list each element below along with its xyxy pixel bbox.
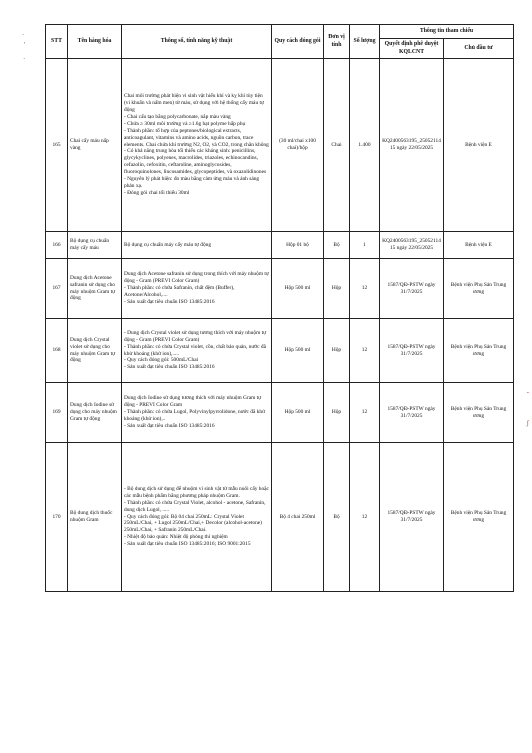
row-spec [122,319,272,383]
row-unit: Bộ [324,232,350,259]
spec-line: Bộ dụng cụ chuẩn máy cấy máu tự động [124,241,212,248]
spec-line: - Thành phần: có chứa Crystal violet, cồn, chất bảo quản, nước đã khử khoáng (khử ion),..... [124,343,266,357]
col-header-spec: Thông số, tính năng kỹ thuật [122,25,272,59]
row-item-name: Dung dịch Crystal violet sử dụng cho máy nhuộm Gram tự động [68,319,122,383]
spec-line: Chai môi trường phát hiện vi sinh vật hiếu khí và kỵ khí tùy tiện (vi khuẩn và nấm men) từ máu, sử dụng với hệ thống cấy máu tự động [124,93,264,114]
spec-line: - Quy cách đóng gói: Bộ 04 chai 250mL: Crystal Violet 250mL/Chai, + Lugol 250mL/Chai,+ Decolor (alcohol-acetone) 250mL/Chai, + Safranin 250mL/Chai. [124,513,262,534]
col-header-investor: Chủ đầu tư [444,39,514,59]
col-header-qty: Số lượng [350,25,380,59]
row-stt: 169 [46,383,68,443]
col-header-name: Tên hàng hóa [68,25,122,59]
row-item-name: Dung dịch Iodine sử dụng cho máy nhuộm Gram tự động [68,383,122,443]
spec-line: - Đóng gói chai tối thiểu 30ml [124,189,190,196]
row-decision: 1587/QĐ-PSTW ngày 31/7/2025 [380,319,444,383]
col-header-unit: Đơn vị tính [324,25,350,59]
spec-line: - Sản xuất đạt tiêu chuẩn ISO 13485:2016 [124,422,215,429]
row-investor: Bệnh viện Phụ Sản Trung ương [444,259,514,319]
row-pack: Hộp 500 ml [272,259,324,319]
spec-line: - Thành phần: có chứa Safranin, chất đệm (Buffer), Acetone/Alcohol,.... [124,285,235,298]
col-header-ref-group: Thông tin tham chiếu [380,25,514,39]
spec-line: - Chai cấu tạo bằng polycarbonate, nắp màu vàng [124,113,231,120]
row-stt: 166 [46,232,68,259]
table-row [46,443,514,592]
table-row [46,59,514,232]
col-header-stt: STT [46,25,68,59]
row-decision: 1587/QĐ-PSTW ngày 31/7/2025 [380,383,444,443]
row-spec [122,59,272,232]
row-spec [122,259,272,319]
row-pack: Hộp 500 ml [272,319,324,383]
margin-mark: · [23,55,26,63]
procurement-table [45,24,514,592]
margin-mark: ʃ [526,419,529,427]
row-qty: 1 [350,232,380,259]
row-item-name: Bộ dung dịch thuốc nhuộm Gram [68,443,122,592]
spec-line: - Sản xuất đạt tiêu chuẩn ISO 13485:2016 [124,298,215,305]
row-item-name: Bộ dụng cụ chuẩn máy cấy máu [68,232,122,259]
row-item-name: Dung dịch Acetone safranin sử dụng cho máy nhuộm Gram tự động [68,259,122,319]
row-decision: 1587/QĐ-PSTW ngày 31/7/2025 [380,259,444,319]
row-stt: 167 [46,259,68,319]
spec-line: - Chứa ≥ 30ml môi trường và ≥1.6g hạt polyme hấp phụ [124,120,246,127]
spec-line: - Thành phần: có chứa Crystal Violet, alcohol - acetone, Safranin, dung dịch Lugol, ..... [124,499,266,513]
row-pack: Hộp 500 ml [272,383,324,443]
spec-line: - Có khả năng trung hòa tối thiểu các kháng sinh: penicillins, glycykyclines, polyenes, macrolides, triazoles, echinocandins, cefazolin, cefoxitin, ceftaroline, aminoglycosides, fluoroquinolones, lincosamides, glycopeptides, và oxazolidinones [124,148,267,176]
row-spec [122,232,272,259]
table-row [46,259,514,319]
row-pack: (30 ml/chai x100 chai)/hộp [272,59,324,232]
table-row [46,319,514,383]
spec-line: - Thành phần: tổ hợp của peptones/biological extracts, anticoagulant, vitamins và amino acids, nguồn carbon, trace elements. Chai chứa khí trường N2, O2, và CO2, trong chân không [124,127,269,148]
row-qty: 1.400 [350,59,380,232]
row-investor: Bệnh viện Phụ Sản Trung ương [444,319,514,383]
row-spec [122,443,272,592]
row-qty: 12 [350,443,380,592]
row-pack: Hộp 01 bộ [272,232,324,259]
spec-line: - Thành phần: có chứa Lugol, Polyvinylpyrrolidone, nước đã khử khoáng (khử ion),.. [124,409,266,422]
row-qty: 12 [350,259,380,319]
spec-line: - Sản xuất đạt tiêu chuẩn ISO 13485:2016 [124,364,215,371]
row-decision: KQ2400563195_2505211415 ngày 22/05/2025 [380,232,444,259]
row-unit: Hộp [324,259,350,319]
row-unit: Bộ [324,443,350,592]
spec-line: - Nhiệt độ bảo quản: Nhiệt độ phòng thí nghiệm [124,534,228,541]
row-investor: Bệnh viện E [444,59,514,232]
spec-line: - Nguyên lý phát hiện: đo màu bằng cảm ứng màu và ánh sáng phản xạ. [124,176,260,189]
spec-line: Dung dịch Iodine sử dụng tương thích với máy nhuộm Gram tự động - PREVI Color Gram [124,395,262,409]
spec-line: - Quy cách đóng gói: 500mL/Chai [124,357,199,364]
margin-mark: · [22,31,25,39]
row-investor: Bệnh viện Phụ Sản Trung ương [444,443,514,592]
row-decision: KQ2400563195_2505211415 ngày 22/05/2025 [380,59,444,232]
table-row [46,232,514,259]
header-row [46,25,514,39]
spec-line: - Sản xuất đạt tiêu chuẩn ISO 13485:2016; ISO 9001:2015 [124,541,251,548]
margin-mark: ' [24,41,26,49]
col-header-pack: Quy cách đóng gói [272,25,324,59]
row-investor: Bệnh viện Phụ Sản Trung ương [444,383,514,443]
row-qty: 12 [350,319,380,383]
row-stt: 165 [46,59,68,232]
row-decision: 1587/QĐ-PSTW ngày 31/7/2025 [380,443,444,592]
row-spec [122,383,272,443]
spec-line: - Bộ dung dịch sử dụng để nhuộm vi sinh vật từ mẫu nuôi cấy hoặc các mẫu bệnh phẩm bằng phương pháp nhuộm Gram. [124,485,269,499]
table-row [46,383,514,443]
spec-line: - Dung dịch Crystal violet sử dụng tương thích với máy nhuộm tự động - Gram (PREVI Color Gram) [124,329,267,343]
row-unit: Hộp [324,383,350,443]
row-item-name: Chai cấy máu nấp vàng [68,59,122,232]
row-stt: 168 [46,319,68,383]
row-pack: Bộ 4 chai 250ml [272,443,324,592]
row-stt: 170 [46,443,68,592]
row-unit: Chai [324,59,350,232]
col-header-decision: Quyết định phê duyệt KQLCNT [380,39,444,59]
row-investor: Bệnh viện E [444,232,514,259]
row-qty: 12 [350,383,380,443]
spec-line: Dung dịch Acetone safranin sử dụng trong thích với máy nhuộm tự động - Gram (PREVI Color Gram) [124,271,269,285]
row-unit: Hộp [324,319,350,383]
margin-mark: ˘ [526,391,529,399]
